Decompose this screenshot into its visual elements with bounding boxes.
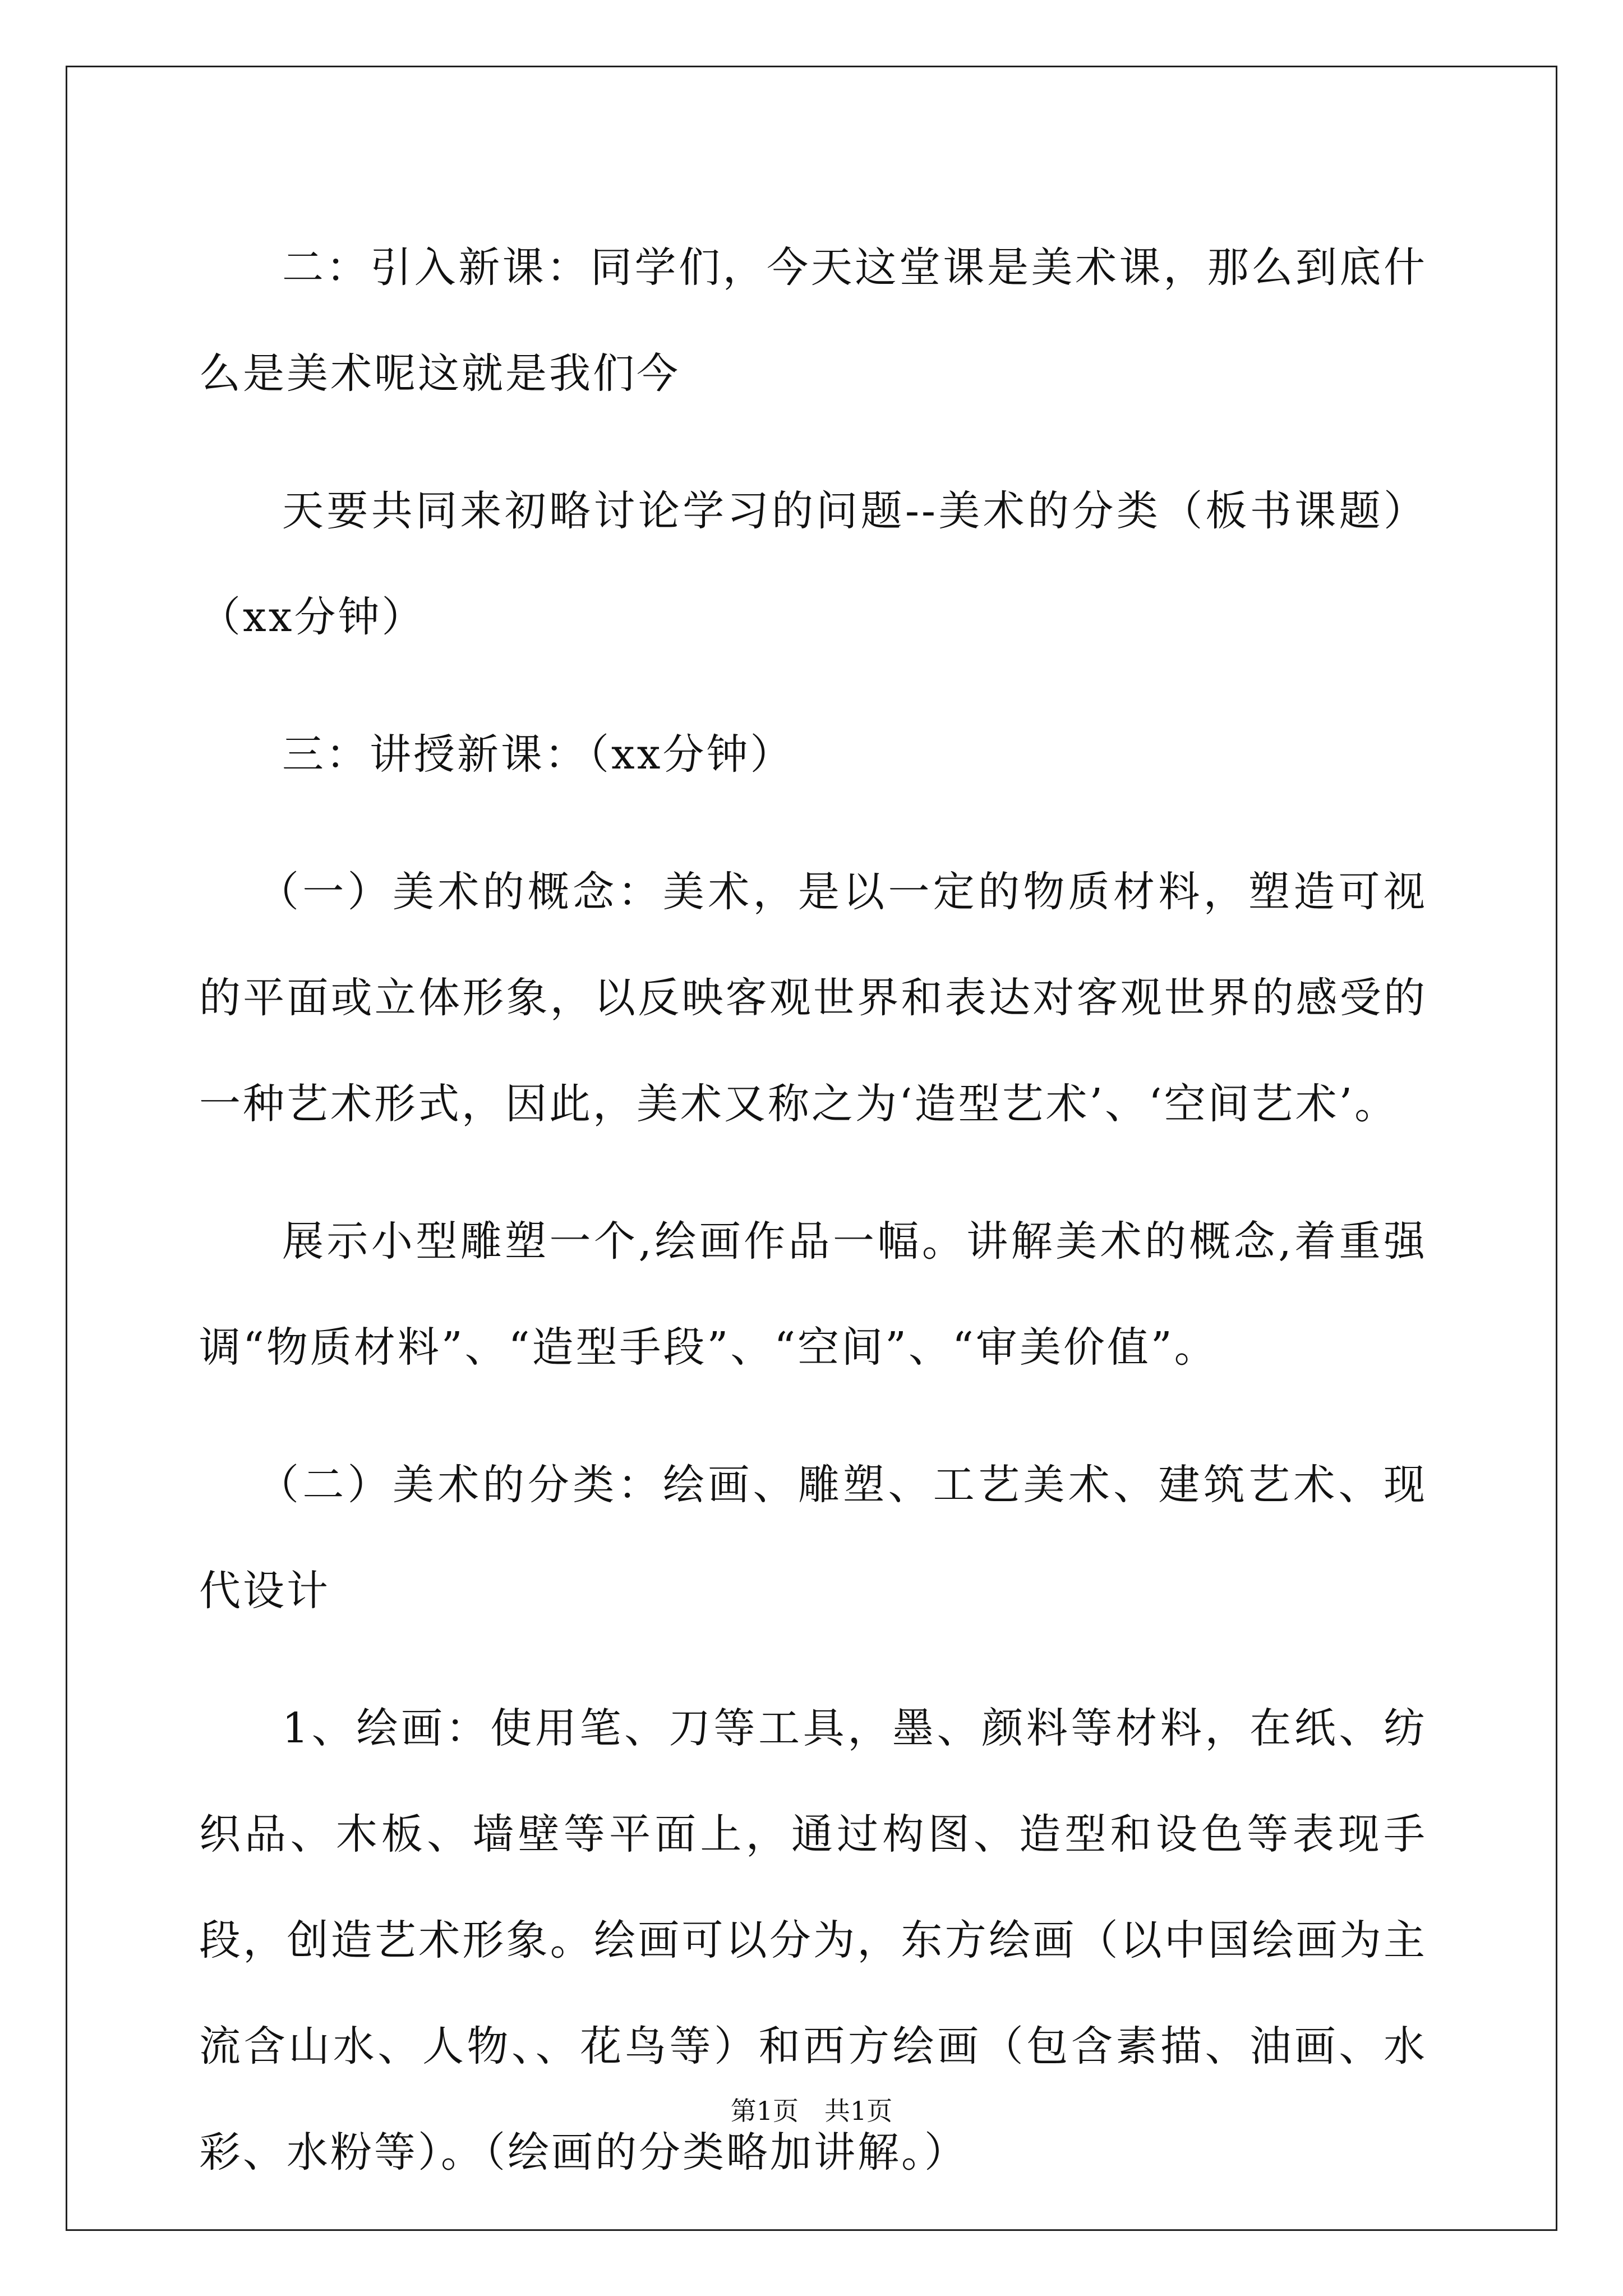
paragraph-painting: 1、绘画：使用笔、刀等工具，墨、颜料等材料，在纸、纺织品、木板、墙壁等平面上，通过构图、造型和设色等表现手段，创造艺术形象。绘画可以分为，东方绘画（以中国绘画为主流含山水、人物、、花鸟等）和西方绘画（包含素描、油画、水彩、水粉等）。（绘画的分类略加讲解。） bbox=[199, 1704, 1427, 2177]
paragraph-concept: （一）美术的概念：美术，是以一定的物质材料，塑造可视的平面或立体形象，以反映客观世界和表达对客观世界的感受的一种艺术形式，因此，美术又称之为‘造型艺术’、‘空间艺术’。 bbox=[199, 868, 1427, 1128]
paragraph-intro-new-lesson: 二：引入新课：同学们，今天这堂课是美术课，那么到底什么是美术呢这就是我们今 bbox=[199, 243, 1427, 398]
paragraph-teach-new-lesson: 三：讲授新课：（xx分钟） bbox=[282, 730, 794, 779]
document-body bbox=[199, 215, 1427, 2237]
paragraph-topic: 天要共同来初略讨论学习的问题--美术的分类（板书课题）（xx分钟） bbox=[199, 487, 1427, 641]
paragraph-classification: （二）美术的分类：绘画、雕塑、工艺美术、建筑艺术、现代设计 bbox=[199, 1461, 1427, 1615]
paragraph-demonstration: 展示小型雕塑一个,绘画作品一幅。讲解美术的概念,着重强调“物质材料”、“造型手段”、“空间”、“审美价值”。 bbox=[199, 1217, 1427, 1372]
page-number: 第1页 共1页 bbox=[730, 2096, 893, 2126]
